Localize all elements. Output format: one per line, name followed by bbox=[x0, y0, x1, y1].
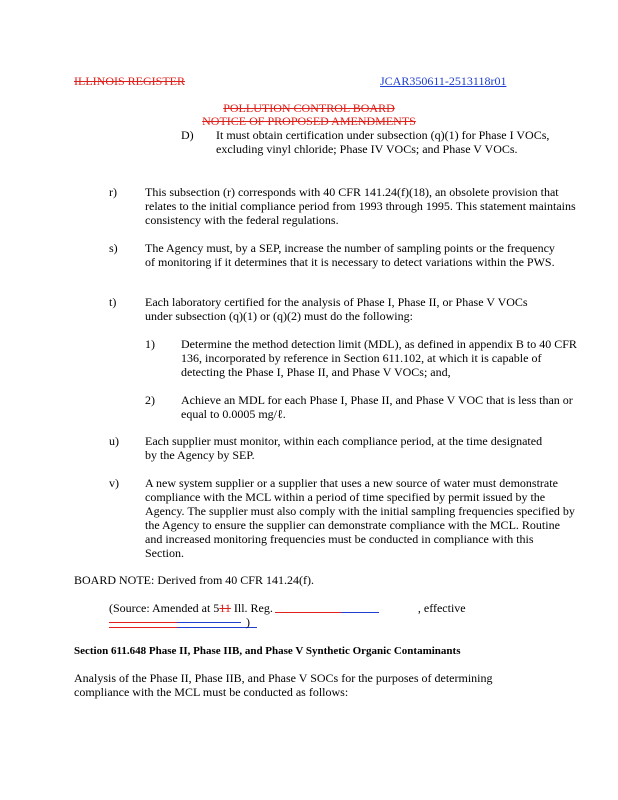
source-rule-red-2 bbox=[109, 622, 177, 623]
item-t2-text: Achieve an MDL for each Phase I, Phase II, and Phase V VOC that is less than or equal to 0.0005 mg/ℓ. bbox=[181, 393, 573, 421]
item-v-text: A new system supplier or a supplier that uses a new source of water must demonstrate compliance with the MCL within a period of time specified by permit issued by the Agency. The supplier must also comply with the initial sampling frequencies specified by the Agency to ensure the supplier can demonstrate compliance with the MCL. Routine and increased monitoring frequencies must be conducted in compliance with this Section. bbox=[145, 476, 575, 560]
source-prefix: (Source: Amended at 5 bbox=[109, 601, 220, 615]
item-v-label: v) bbox=[109, 476, 119, 490]
source-rule-blue-2 bbox=[177, 622, 241, 623]
source-reg: Ill. Reg. bbox=[230, 601, 276, 615]
item-t1-label: 1) bbox=[145, 337, 155, 351]
header-register: ILLINOIS REGISTER bbox=[74, 74, 185, 88]
item-s-text: The Agency must, by a SEP, increase the number of sampling points or the frequency of monitoring if it determines that it is necessary to detect variations within the PWS. bbox=[145, 241, 555, 269]
header-title-board: POLLUTION CONTROL BOARD bbox=[223, 101, 395, 115]
source-rule-red-3 bbox=[109, 627, 177, 628]
item-r-text: This subsection (r) corresponds with 40 CFR 141.24(f)(18), an obsolete provision that relates to the initial compliance period from 1993 through 1995. This statement maintains consistency with the federal regulations. bbox=[145, 185, 576, 227]
source-volume-old: 11 bbox=[219, 601, 231, 615]
item-t-text: Each laboratory certified for the analysis of Phase I, Phase II, or Phase V VOCs under subsection (q)(1) or (q)(2) must do the following: bbox=[145, 295, 528, 323]
header-title-notice: NOTICE OF PROPOSED AMENDMENTS bbox=[202, 114, 416, 128]
item-s-label: s) bbox=[109, 241, 118, 255]
item-u-text: Each supplier must monitor, within each compliance period, at the time designated by the Agency by SEP. bbox=[145, 434, 543, 462]
item-d-label: D) bbox=[181, 128, 194, 142]
section-heading: Section 611.648 Phase II, Phase IIB, and Phase V Synthetic Organic Contaminants bbox=[74, 645, 461, 657]
item-u-label: u) bbox=[109, 434, 119, 448]
item-r-label: r) bbox=[109, 185, 117, 199]
source-rule-blue-1 bbox=[341, 612, 379, 613]
source-close: ) bbox=[246, 615, 250, 629]
item-d-text: It must obtain certification under subsection (q)(1) for Phase I VOCs, excluding vinyl chloride; Phase IV VOCs; and Phase V VOCs. bbox=[216, 128, 550, 156]
board-note: BOARD NOTE: Derived from 40 CFR 141.24(f). bbox=[74, 573, 314, 587]
item-t2-label: 2) bbox=[145, 393, 155, 407]
source-rule-blue-3 bbox=[177, 627, 257, 628]
item-t-label: t) bbox=[109, 295, 117, 309]
item-t1-text: Determine the method detection limit (MDL), as defined in appendix B to 40 CFR 136, incorporated by reference in Section 611.102, at which it is capable of detecting the Phase I, Phase II, and Phase V VOCs; and, bbox=[181, 337, 577, 379]
source-rule-red-1 bbox=[275, 612, 341, 613]
source-effective: , effective bbox=[417, 601, 466, 615]
section-body: Analysis of the Phase II, Phase IIB, and Phase V SOCs for the purposes of determining compliance with the MCL must be conducted as follows: bbox=[74, 671, 493, 699]
header-doc-id: JCAR350611-2513118r01 bbox=[380, 74, 507, 88]
